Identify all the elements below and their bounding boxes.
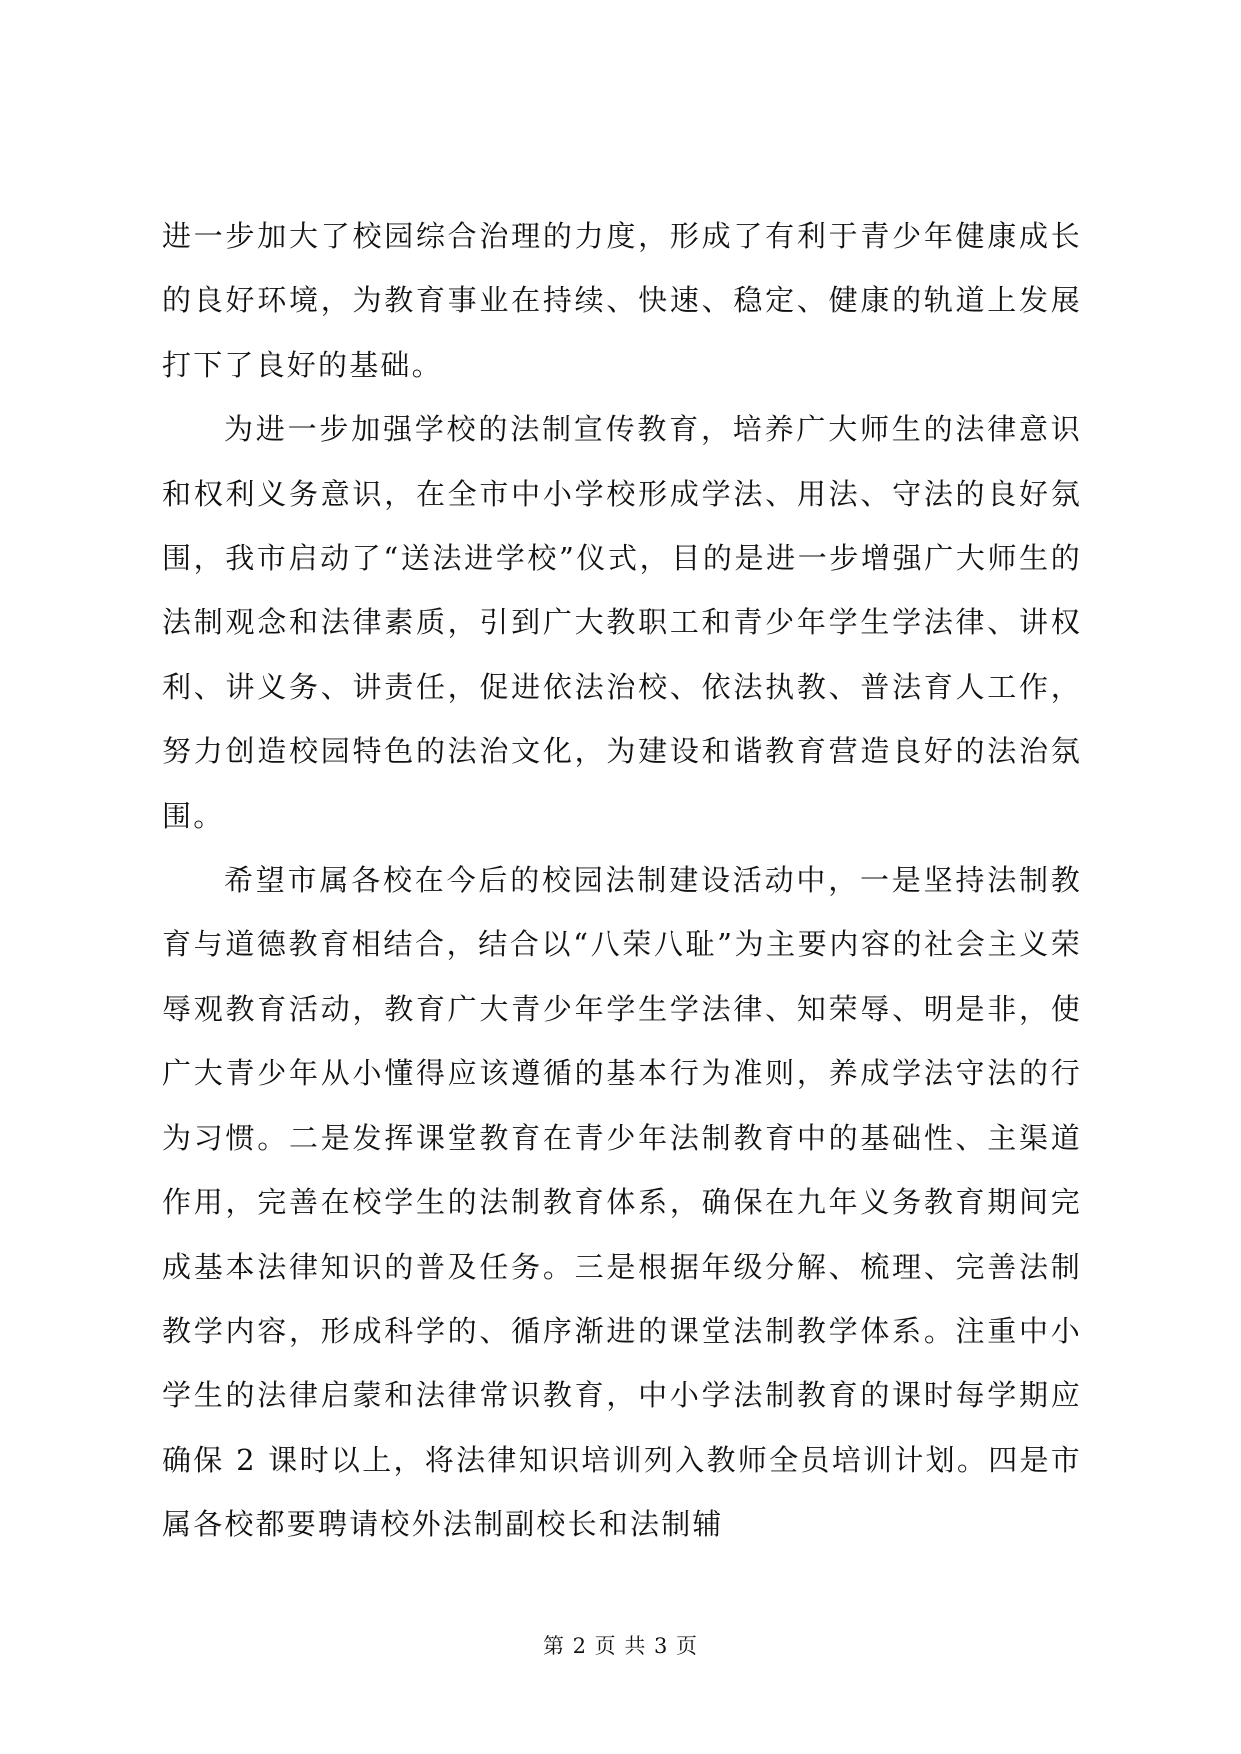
page-number-footer: 第 2 页 共 3 页 <box>542 1634 699 1658</box>
paragraph-3: 希望市属各校在今后的校园法制建设活动中，一是坚持法制教育与道德教育相结合，结合以“八荣八耻”为主要内容的社会主义荣辱观教育活动，教育广大青少年学生学法律、知荣辱、明是非，使广大青少年从小懂得应该遵循的基本行为准则，养成学法守法的行为习惯。二是发挥课堂教育在青少年法制教育中的基础性、主渠道作用，完善在校学生的法制教育体系，确保在九年义务教育期间完成基本法律知识的普及任务。三是根据年级分解、梳理、完善法制教学内容，形成科学的、循序渐进的课堂法制教学体系。注重中小学生的法律启蒙和法律常识教育，中小学法制教育的课时每学期应确保 2 课时以上，将法律知识培训列入教师全员培训计划。四是市属各校都要聘请校外法制副校长和法制辅 <box>162 863 1082 1542</box>
document-body <box>162 204 1082 1557</box>
paragraph-2: 为进一步加强学校的法制宣传教育，培养广大师生的法律意识和权利义务意识，在全市中小学校形成学法、用法、守法的良好氛围，我市启动了“送法进学校”仪式，目的是进一步增强广大师生的法制观念和法律素质，引到广大教职工和青少年学生学法律、讲权利、讲义务、讲责任，促进依法治校、依法执教、普法育人工作，努力创造校园特色的法治文化，为建设和谐教育营造良好的法治氛围。 <box>162 412 1082 833</box>
paragraph-1: 进一步加大了校园综合治理的力度，形成了有利于青少年健康成长的良好环境，为教育事业在持续、快速、稳定、健康的轨道上发展打下了良好的基础。 <box>162 219 1082 382</box>
